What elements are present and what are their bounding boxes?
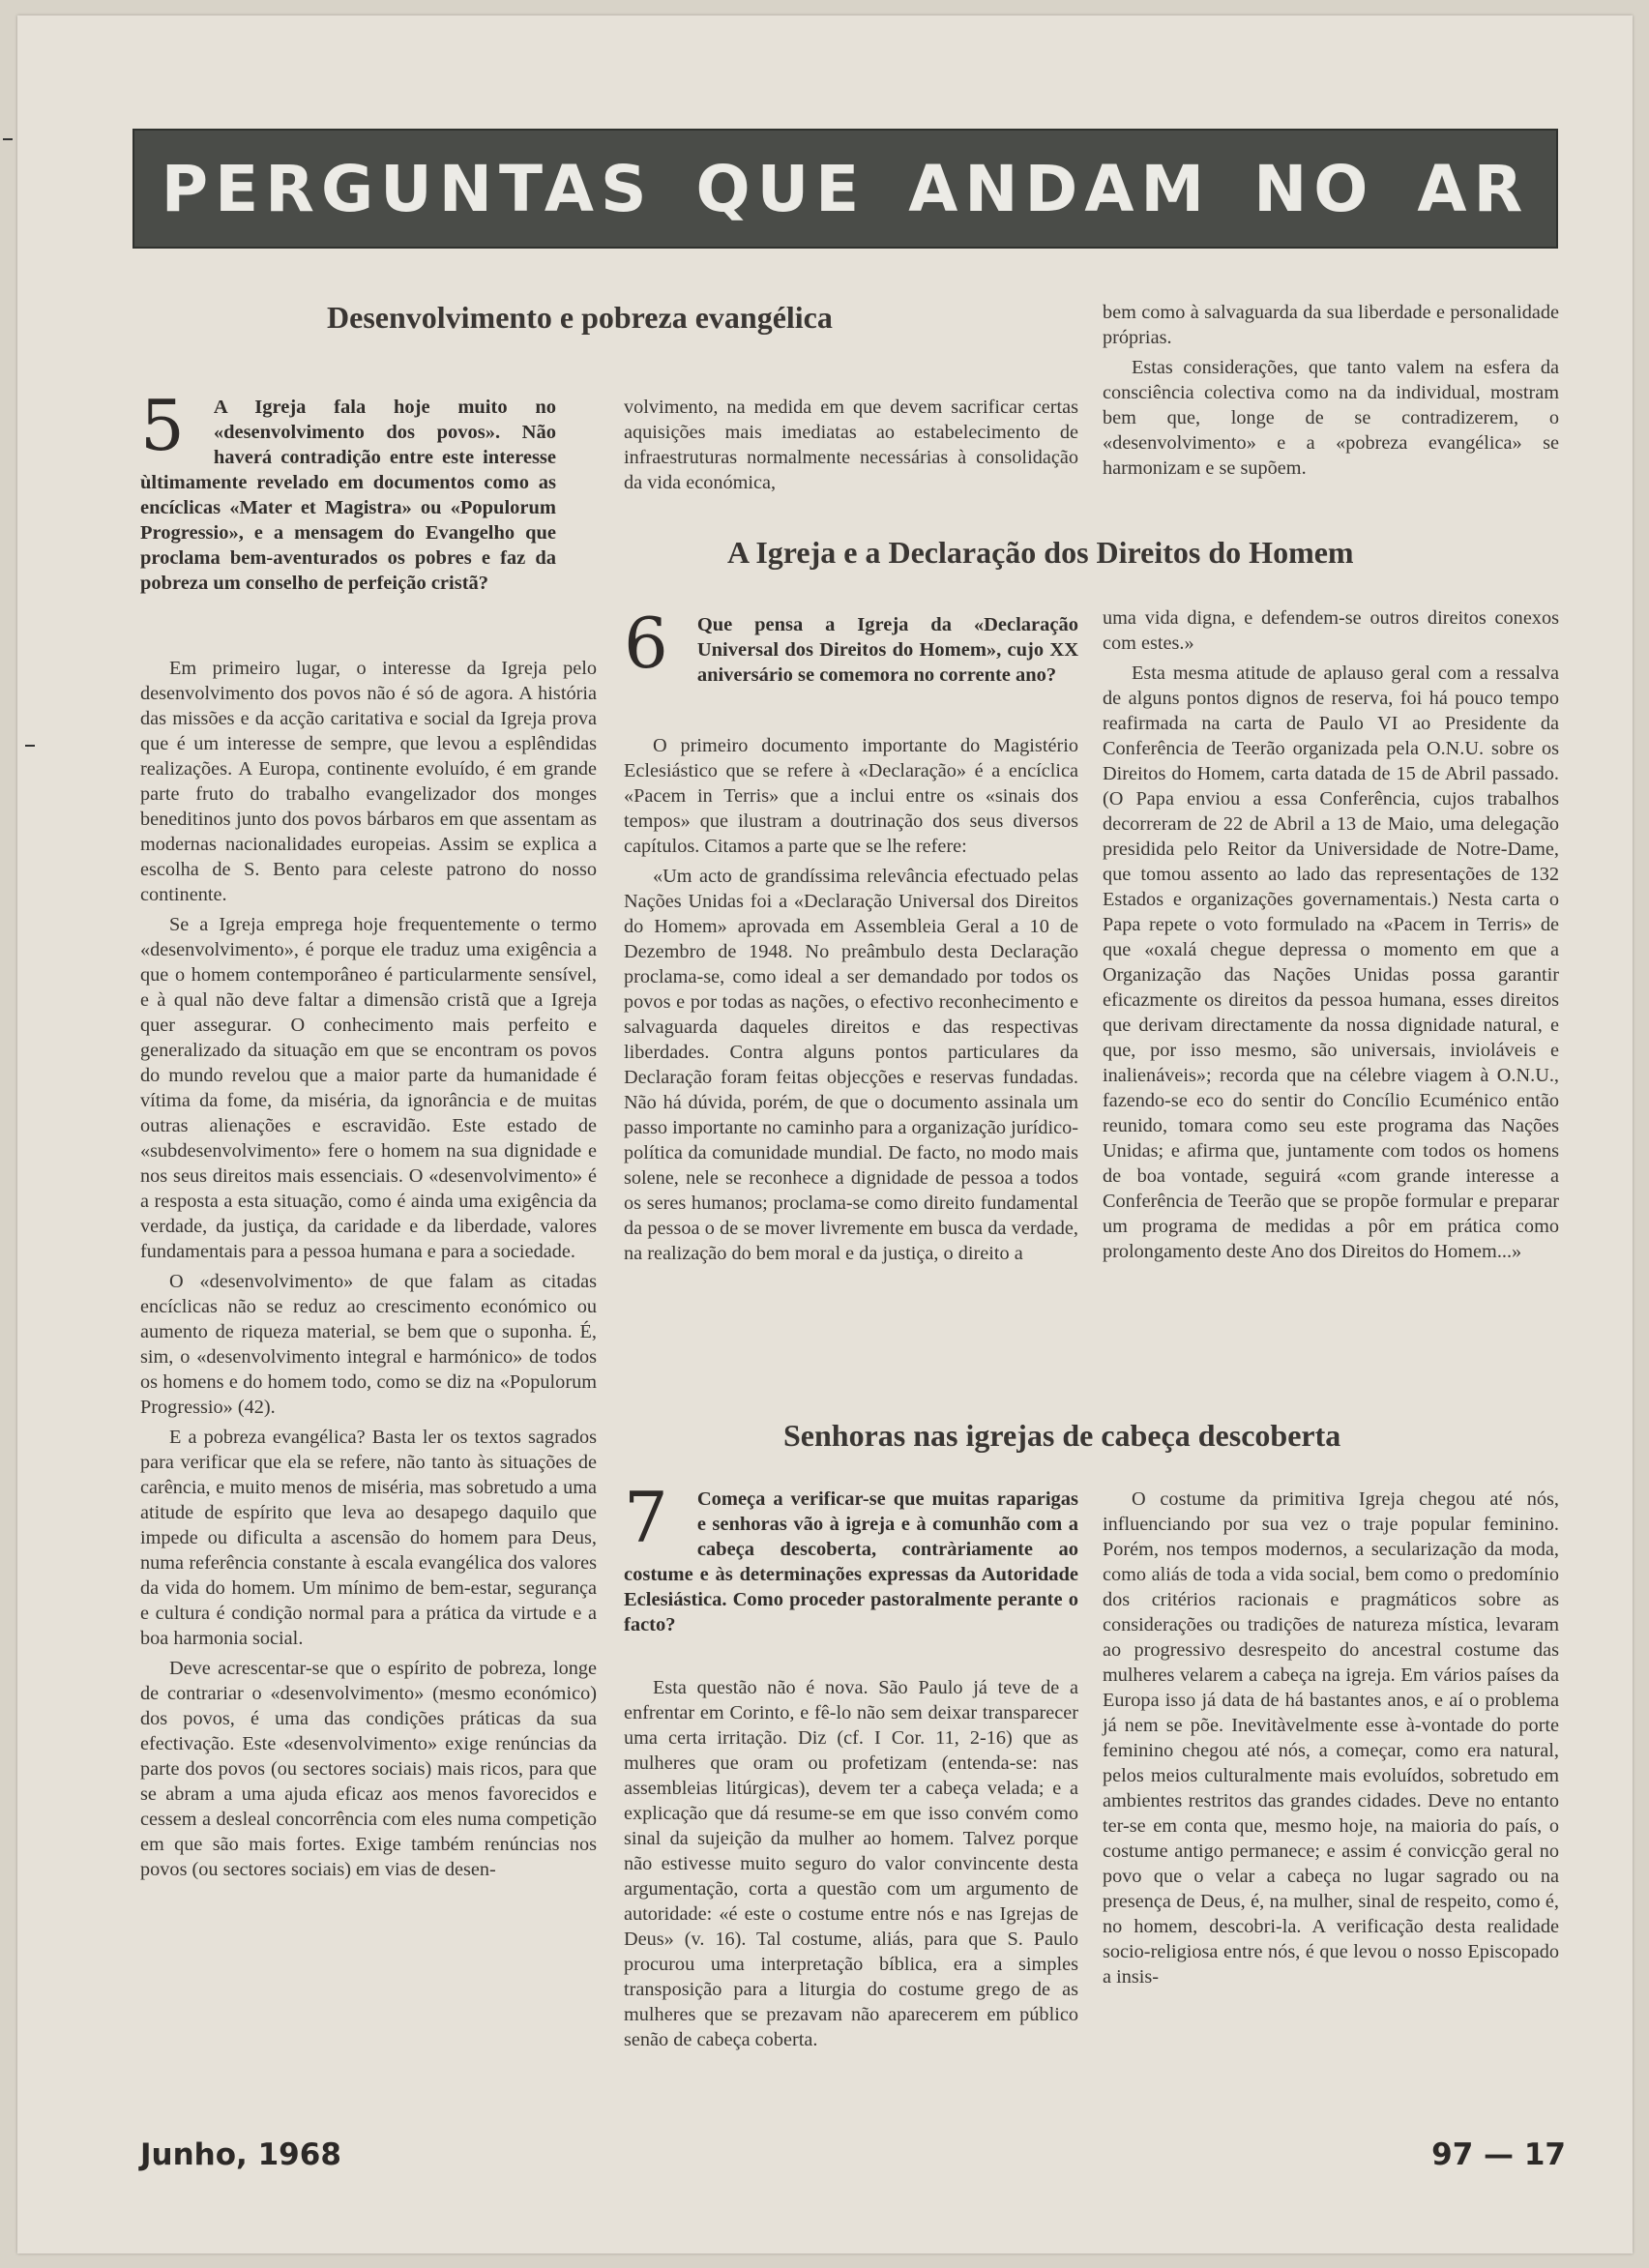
question-text: Que pensa a Igreja da «Declaração Universal dos Direitos do Homem», cujo XX aniversário se comemora no corrente ano? [696,614,1078,686]
section-heading: A Igreja e a Declaração dos Direitos do Homem [727,535,1354,570]
question-block [140,385,556,596]
paragraph: volvimento, na medida em que devem sacrificar certas aquisições mais imediatas ao estabelecimento de infraestruturas normalmente necessárias à consolidação da vida económica, [624,397,1078,493]
article-column [140,656,597,1882]
paragraph: uma vida digna, e defendem-se outros direitos conexos com estes.» [1103,607,1559,654]
article-column [1103,300,1559,481]
question-block [624,603,1078,688]
paragraph: Esta mesma atitude de aplauso geral com a ressalva de alguns pontos dignos de reserva, foi há pouco tempo reafirmada na carta de Paulo VI ao Presidente da Conferência de Teerão organizada pela O.N.U. sobre os Direitos do Homem, carta datada de 15 de Abril passado. (O Papa enviou a essa Conferência, cujos trabalhos decorreram de 22 de Abril a 13 de Maio, uma delegação presidida pelo Reitor da Universidade de Notre-Dame, que tomou assento ao lado das representações de 132 Estados e organizações governamentais.) Nesta carta o Papa repete o voto formulado na «Pacem in Terris» de que «oxalá chegue depressa o momento em que a Organização das Nações Unidas possa garantir eficazmente os direitos da pessoa humana, esses direitos que derivam directamente da nossa dignidade natural, e que, por isso mesmo, são universais, invioláveis e inalienáveis»; recorda que na célebre viagem à O.N.U., fazendo-se eco do sentir do Concílio Ecuménico então reunido, tomara como seu este programa das Nações Unidas; e afirma que, juntamente com todos os homens de boa vontade, seguirá «com grande interesse a Conferência de Teerão que se propõe formular e preparar um programa de medidas a pôr em prática como prolongamento deste Ano dos Direitos do Homem...» [1103,663,1559,1262]
question-text: A Igreja fala hoje muito no «desenvolvimento dos povos». Não haverá contradição entre este interesse ùltimamente revelado em documentos como as encíclicas «Mater et Magistra» ou «Populorum Progressio», e a mensagem do Evangelho que proclama bem-aventurados os pobres e faz da pobreza um conselho de perfeição cristã? [140,397,556,594]
paragraph: O costume da primitiva Igreja chegou até nós, influenciando por sua vez o traje popular feminino. Porém, nos tempos modernos, a secularização da moda, como aliás de toda a vida social, bem como o predomínio dos critérios racionais e pragmáticos sobre as considerações ou tradições de natureza mística, levaram ao progressivo desrespeito do ancestral costume das mulheres velarem a cabeça na igreja. Em vários países da Europa isso já data de há bastantes anos, e aí o problema já nem se põe. Inevitàvelmente esse à-vontade do porte feminino chegou até nós, a começar, como era natural, pelos meios culturalmente mais evoluídos, sobretudo em ambientes restritos das grandes cidades. Deve no entanto ter-se em conta que, mesmo hoje, na maioria do país, o costume antigo permanece; e assim é convicção geral no povo que o velar a cabeça no lugar sagrado ou na presença de Deus, é, na mulher, sinal de respeito, como é, no homem, descobri-la. A verificação desta realidade socio-religiosa entre nós, é que levou o nosso Episcopado a insis- [1103,1488,1559,1988]
article-column [624,395,1078,495]
margin-mark [3,138,13,140]
question-text: Começa a verificar-se que muitas raparigas e senhoras vão à igreja e à comunhão com a cabeça descoberta, contràriamente ao costume e às determinações expressas da Autoridade Eclesiástica. Como proceder pastoralmente perante o facto? [624,1488,1078,1635]
article-column [1103,1487,1559,1989]
article-column [1103,605,1559,1264]
paragraph: Estas considerações, que tanto valem na esfera da consciência colectiva como na da individual, mostram bem que, longe de se contradizerem, o «desenvolvimento» e a «pobreza evangélica» se harmonizam e se supõem. [1103,357,1559,479]
banner [133,129,1558,249]
paragraph: O primeiro documento importante do Magistério Eclesiástico que se refere à «Declaração» é a encíclica «Pacem in Terris» que a inclui entre os «sinais dos tempos» que ilustram a doutrinação dos seus diversos capítulos. Citamos a parte que se lhe refere: [624,735,1078,857]
section-heading: Senhoras nas igrejas de cabeça descoberta [783,1418,1341,1453]
paragraph: Em primeiro lugar, o interesse da Igreja pelo desenvolvimento dos povos não é só de agora. A história das missões e da acção caritativa e social da Igreja prova que é um interesse de sempre, que levou a esplêndidas realizações. A Europa, continente evoluído, é em grande parte fruto do trabalho evangelizador dos monges beneditinos junto dos povos bárbaros em que assentam as modernas nacionalidades europeias. Assim se explica a escolha de S. Bento para celeste patrono do nosso continente. [140,658,597,905]
paragraph: Esta questão não é nova. São Paulo já teve de a enfrentar em Corinto, e fê-lo não sem deixar transparecer uma certa irritação. Diz (cf. I Cor. 11, 2-16) que as mulheres que oram ou profetizam (entenda-se: nas assembleias litúrgicas), devem ter a cabeça velada; e a explicação que dá resume-se em que isso convém como sinal da sujeição da mulher ao homem. Talvez porque não estivesse muito seguro do valor convincente desta argumentação, corta a questão com um argumento de autoridade: «é este o costume entre nós e nas Igrejas de Deus» (v. 16). Tal costume, aliás, para que S. Paulo procurou uma interpretação bíblica, era a simples transposição para a liturgia do costume grego de as mulheres que se prezavam não aparecerem em público senão de cabeça coberta. [624,1677,1078,2050]
paragraph: bem como à salvaguarda da sua liberdade e personalidade próprias. [1103,302,1559,348]
question-block [624,1477,1078,1637]
banner-title: PERGUNTAS QUE ANDAM NO AR [161,151,1530,226]
paragraph: Deve acrescentar-se que o espírito de pobreza, longe de contrariar o «desenvolvimento» (mesmo económico) dos povos, é uma das condições práticas da sua efectivação. Este «desenvolvimento» exige renúncias da parte dos povos (ou sectores sociais) mais ricos, para que se abram a uma ajuda eficaz aos menos favorecidos e cessem a desleal concorrência com eles numa competição em que são mais fortes. Exige também renúncias nos povos (ou sectores sociais) em vias de desen- [140,1658,597,1880]
question-number: 5 [140,385,185,466]
question-number: 7 [624,1477,668,1558]
section-heading: Desenvolvimento e pobreza evangélica [327,300,833,335]
paragraph: E a pobreza evangélica? Basta ler os textos sagrados para verificar que ela se refere, não tanto às situações de carência, e muito menos de miséria, mas sobretudo a uma atitude de espírito que leva ao desapego daquilo que impede ou dificulta a ascensão do homem para Deus, numa referência constante à escala evangélica dos valores da vida do homem. Um mínimo de bem-estar, segurança e cultura é condição normal para a prática da virtude e a boa harmonia social. [140,1427,597,1649]
paragraph: Se a Igreja emprega hoje frequentemente o termo «desenvolvimento», é porque ele traduz uma exigência a que o homem contemporâneo é particularmente sensível, e à qual não deve faltar a dimensão cristã que a Igreja quer assegurar. O conhecimento mais perfeito e generalizado da situação em que se encontram os povos do mundo revelou que a maior parte da humanidade é vítima da fome, da miséria, da ignorância e de muitas outras alienações e escravidão. Este estado de «subdesenvolvimento» fere o homem na sua dignidade e nos seus direitos mais essenciais. O «desenvolvimento» é a resposta a esta situação, como é ainda uma exigência da verdade, da justiça, da caridade e da liberdade, valores fundamentais para a pessoa humana e para a sociedade. [140,914,597,1262]
page-number: 97 — 17 [1431,2137,1566,2172]
question-number: 6 [624,603,668,684]
article-column [624,733,1078,1266]
margin-mark [25,745,35,747]
paragraph: «Um acto de grandíssima relevância efectuado pelas Nações Unidas foi a «Declaração Universal dos Direitos do Homem» aprovada em Assembleia Geral a 10 de Dezembro de 1948. No preâmbulo desta Declaração proclama-se, como ideal a ser demandado por todos os povos e por todas as nações, o efectivo reconhecimento e salvaguarda daqueles direitos e das respectivas liberdades. Contra alguns pontos particulares da Declaração foram feitas objecções e reservas fundadas. Não há dúvida, porém, de que o documento assinala um passo importante no caminho para a organização jurídico-política da comunidade mundial. De facto, no modo mais solene, nele se reconhece a dignidade de pessoa a todos os seres humanos; proclama-se como direito fundamental da pessoa o de se mover livremente em busca da verdade, na realização do bem moral e da justiça, o direito a [624,866,1078,1264]
paragraph: O «desenvolvimento» de que falam as citadas encíclicas não se reduz ao crescimento económico ou aumento de riqueza material, se bem que o suponha. É, sim, o «desenvolvimento integral e harmónico» de todos os homens e do homem todo, como se diz na «Populorum Progressio» (42). [140,1271,597,1418]
article-column [624,1675,1078,2052]
footer-date: Junho, 1968 [140,2137,341,2172]
